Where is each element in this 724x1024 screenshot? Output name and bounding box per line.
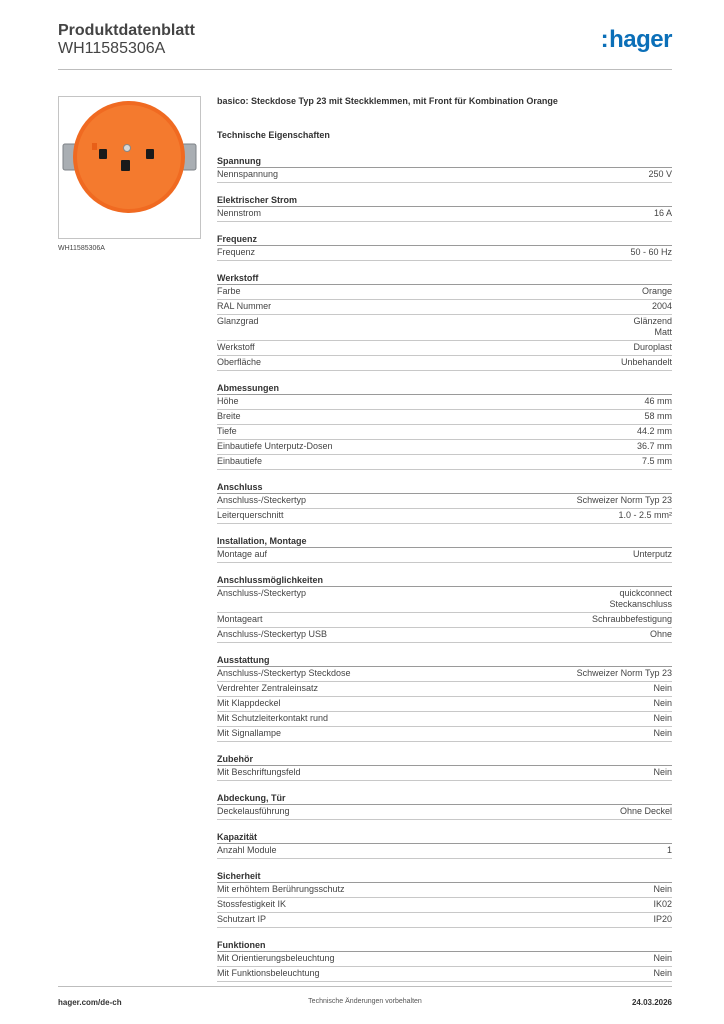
- property-value: Schraubbefestigung: [591, 614, 672, 624]
- property-row: [217, 844, 672, 859]
- property-section: [217, 830, 672, 859]
- property-label: Anschluss-/Steckertyp: [217, 495, 307, 505]
- property-row: [217, 207, 672, 222]
- property-label: Montage auf: [217, 549, 268, 559]
- property-row: [217, 682, 672, 697]
- property-value: Duroplast: [633, 342, 672, 352]
- property-row: [217, 898, 672, 913]
- property-value: 44.2 mm: [636, 426, 672, 436]
- property-row: [217, 440, 672, 455]
- property-row: [217, 613, 672, 628]
- property-value: Nein: [653, 713, 672, 723]
- footer-notice: Technische Änderungen vorbehalten: [308, 998, 422, 1005]
- property-label: Mit Funktionsbeleuchtung: [217, 968, 320, 978]
- property-row: [217, 712, 672, 727]
- property-row: [217, 766, 672, 781]
- property-value: 16 A: [653, 208, 672, 218]
- property-value: Schweizer Norm Typ 23: [576, 495, 672, 505]
- technical-properties-table: [217, 154, 672, 992]
- property-value: 50 - 60 Hz: [630, 247, 672, 257]
- property-value: Glänzend Matt: [633, 316, 672, 337]
- property-value: Ohne: [649, 629, 672, 639]
- property-section: [217, 752, 672, 781]
- property-value: 7.5 mm: [641, 456, 672, 466]
- property-label: Nennspannung: [217, 169, 279, 179]
- property-row: [217, 315, 672, 341]
- property-row: [217, 509, 672, 524]
- property-label: Werkstoff: [217, 342, 255, 352]
- property-section: [217, 154, 672, 183]
- logo-colon-icon: :: [600, 26, 609, 53]
- property-value: 250 V: [648, 169, 672, 179]
- property-label: Mit Klappdeckel: [217, 698, 281, 708]
- property-row: [217, 805, 672, 820]
- property-row: [217, 300, 672, 315]
- property-section: [217, 653, 672, 742]
- property-label: Montageart: [217, 614, 263, 624]
- property-row: [217, 246, 672, 261]
- product-description: basico: Steckdose Typ 23 mit Steckklemmen, mit Front für Kombination Orange: [217, 96, 558, 106]
- property-row: [217, 587, 672, 613]
- property-row: [217, 883, 672, 898]
- property-value: Unterputz: [632, 549, 672, 559]
- property-section: [217, 869, 672, 928]
- property-value: Nein: [653, 884, 672, 894]
- property-value: 2004: [651, 301, 672, 311]
- footer-date: 24.03.2026: [631, 998, 672, 1007]
- property-row: [217, 628, 672, 643]
- property-row: [217, 341, 672, 356]
- property-value: 1.0 - 2.5 mm²: [618, 510, 672, 520]
- property-row: [217, 697, 672, 712]
- property-label: RAL Nummer: [217, 301, 272, 311]
- property-section: [217, 193, 672, 222]
- property-row: [217, 727, 672, 742]
- property-label: Farbe: [217, 286, 241, 296]
- property-value: 36.7 mm: [636, 441, 672, 451]
- property-label: Mit erhöhtem Berührungsschutz: [217, 884, 345, 894]
- property-section: [217, 381, 672, 470]
- section-title: Anschluss: [217, 480, 672, 494]
- property-value: Nein: [653, 683, 672, 693]
- property-value: Unbehandelt: [620, 357, 672, 367]
- property-value: Nein: [653, 728, 672, 738]
- property-value: quickconnect Steckanschluss: [609, 588, 672, 609]
- property-label: Nennstrom: [217, 208, 262, 218]
- section-title: Abmessungen: [217, 381, 672, 395]
- property-label: Verdrehter Zentraleinsatz: [217, 683, 319, 693]
- socket-outlet-icon: [59, 97, 200, 238]
- page-header: [58, 20, 672, 70]
- property-row: [217, 967, 672, 982]
- section-title: Kapazität: [217, 830, 672, 844]
- property-label: Mit Orientierungsbeleuchtung: [217, 953, 335, 963]
- hager-logo: [601, 26, 672, 54]
- property-row: [217, 356, 672, 371]
- technical-properties-heading: Technische Eigenschaften: [217, 130, 330, 140]
- page-footer: [58, 986, 672, 1006]
- property-section: [217, 573, 672, 643]
- property-value: Nein: [653, 968, 672, 978]
- property-value: 46 mm: [644, 396, 672, 406]
- property-row: [217, 913, 672, 928]
- property-value: Nein: [653, 698, 672, 708]
- section-title: Zubehör: [217, 752, 672, 766]
- property-row: [217, 667, 672, 682]
- property-label: Frequenz: [217, 247, 256, 257]
- property-row: [217, 285, 672, 300]
- property-row: [217, 494, 672, 509]
- property-label: Deckelausführung: [217, 806, 290, 816]
- property-value: 1: [666, 845, 672, 855]
- property-section: [217, 480, 672, 524]
- section-title: Abdeckung, Tür: [217, 791, 672, 805]
- logo-text: hager: [609, 26, 672, 53]
- property-value: IP20: [653, 914, 672, 924]
- property-value: Orange: [641, 286, 672, 296]
- property-label: Leiterquerschnitt: [217, 510, 284, 520]
- property-label: Mit Beschriftungsfeld: [217, 767, 301, 777]
- section-title: Anschlussmöglichkeiten: [217, 573, 672, 587]
- property-value: Nein: [653, 953, 672, 963]
- footer-website-link[interactable]: hager.com/de-ch: [58, 998, 122, 1007]
- property-label: Stossfestigkeit IK: [217, 899, 287, 909]
- product-image: [58, 96, 201, 239]
- property-value: Schweizer Norm Typ 23: [576, 668, 672, 678]
- property-label: Mit Signallampe: [217, 728, 282, 738]
- property-value: IK02: [653, 899, 672, 909]
- property-value: Nein: [653, 767, 672, 777]
- property-label: Anschluss-/Steckertyp: [217, 588, 307, 598]
- property-label: Einbautiefe: [217, 456, 263, 466]
- property-label: Breite: [217, 411, 241, 421]
- property-row: [217, 455, 672, 470]
- property-label: Anschluss-/Steckertyp USB: [217, 629, 328, 639]
- property-section: [217, 938, 672, 982]
- property-label: Höhe: [217, 396, 239, 406]
- property-label: Schutzart IP: [217, 914, 267, 924]
- property-section: [217, 232, 672, 261]
- section-title: Frequenz: [217, 232, 672, 246]
- section-title: Elektrischer Strom: [217, 193, 672, 207]
- property-label: Mit Schutzleiterkontakt rund: [217, 713, 329, 723]
- section-title: Funktionen: [217, 938, 672, 952]
- property-row: [217, 395, 672, 410]
- image-caption: WH11585306A: [58, 245, 105, 252]
- property-value: Ohne Deckel: [619, 806, 672, 816]
- section-title: Ausstattung: [217, 653, 672, 667]
- property-row: [217, 548, 672, 563]
- property-label: Oberfläche: [217, 357, 262, 367]
- property-row: [217, 410, 672, 425]
- document-title: Produktdatenblatt: [58, 22, 195, 39]
- property-section: [217, 534, 672, 563]
- section-title: Installation, Montage: [217, 534, 672, 548]
- property-label: Glanzgrad: [217, 316, 259, 326]
- property-section: [217, 271, 672, 371]
- section-title: Sicherheit: [217, 869, 672, 883]
- property-label: Tiefe: [217, 426, 237, 436]
- section-title: Werkstoff: [217, 271, 672, 285]
- property-section: [217, 791, 672, 820]
- property-label: Einbautiefe Unterputz-Dosen: [217, 441, 333, 451]
- property-label: Anzahl Module: [217, 845, 277, 855]
- article-number: WH11585306A: [58, 40, 166, 57]
- section-title: Spannung: [217, 154, 672, 168]
- property-row: [217, 425, 672, 440]
- property-row: [217, 952, 672, 967]
- property-row: [217, 168, 672, 183]
- property-label: Anschluss-/Steckertyp Steckdose: [217, 668, 351, 678]
- property-value: 58 mm: [644, 411, 672, 421]
